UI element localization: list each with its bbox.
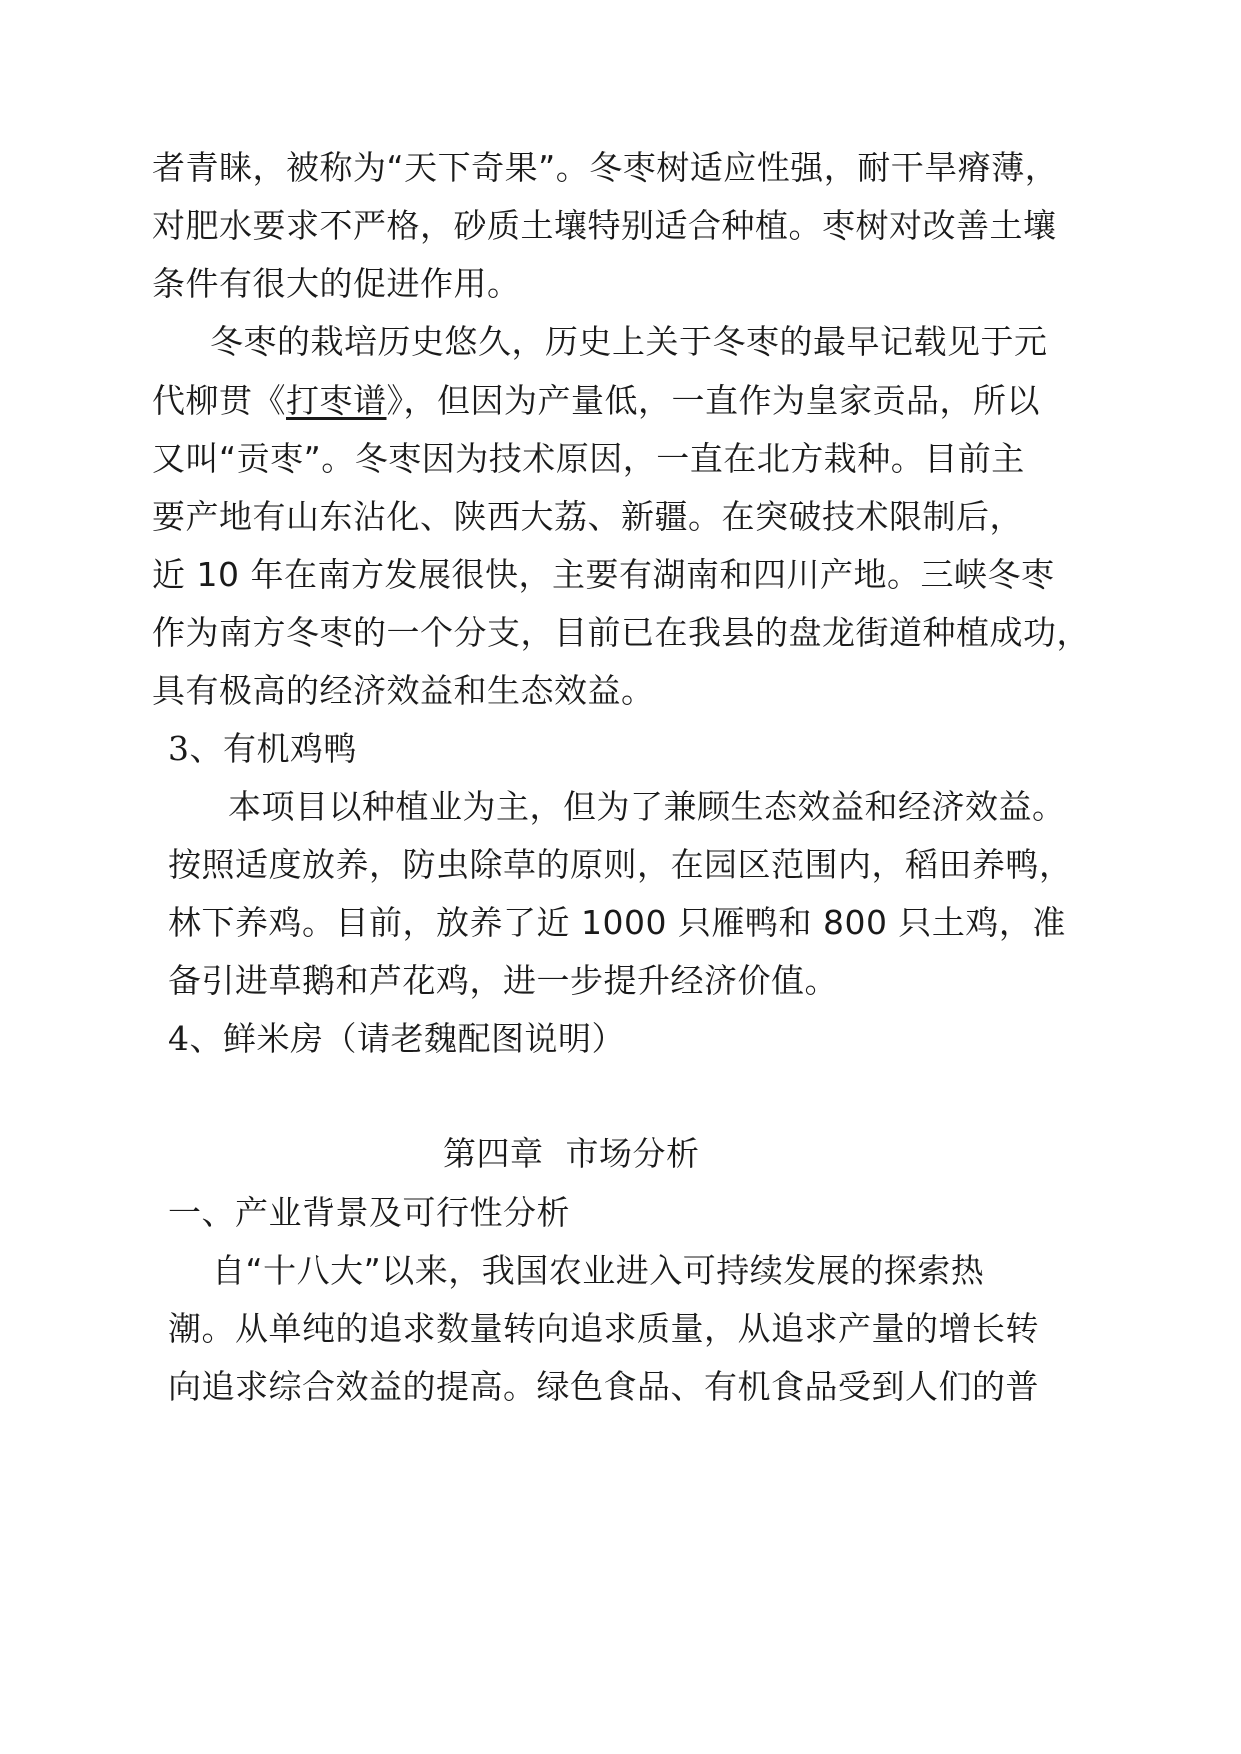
paragraph-line: 向追求综合效益的提高。绿色食品、有机食品受到人们的普 xyxy=(168,1367,1039,1406)
paragraph-line: 对肥水要求不严格，砂质土壤特别适合种植。枣树对改善土壤 xyxy=(152,206,1057,245)
paragraph-line: 本项目以种植业为主，但为了兼顾生态效益和经济效益。 xyxy=(228,787,1066,826)
section-number: 4 xyxy=(168,1019,190,1058)
book-title: 打枣谱 xyxy=(286,381,387,420)
paragraph-line: 作为南方冬枣的一个分支，目前已在我县的盘龙街道种植成功， xyxy=(152,613,1090,652)
paragraph-line xyxy=(152,381,1040,421)
text-segment: 代柳贯《 xyxy=(152,381,286,420)
text-segment: 》，但因为产量低，一直作为皇家贡品，所以 xyxy=(386,381,1040,420)
chapter-title: 第四章 市场分析 xyxy=(443,1134,700,1173)
section-heading xyxy=(168,729,357,769)
section-title: 、鲜米房（请老魏配图说明） xyxy=(189,1019,625,1058)
section-number: 3 xyxy=(168,729,190,768)
paragraph-line: 自“十八大”以来，我国农业进入可持续发展的探索热 xyxy=(212,1251,985,1290)
paragraph-line: 近 10 年在南方发展很快，主要有湖南和四川产地。三峡冬枣 xyxy=(152,555,1055,594)
paragraph-line: 具有极高的经济效益和生态效益。 xyxy=(152,671,655,710)
paragraph-line: 冬枣的栽培历史悠久，历史上关于冬枣的最早记载见于元 xyxy=(210,322,1048,361)
section-heading: 一、产业背景及可行性分析 xyxy=(168,1193,570,1232)
section-heading xyxy=(168,1019,625,1059)
section-title: 、有机鸡鸭 xyxy=(189,729,357,768)
paragraph-line: 林下养鸡。目前，放养了近 1000 只雁鸭和 800 只土鸡，准 xyxy=(168,903,1066,942)
paragraph-line: 又叫“贡枣”。冬枣因为技术原因，一直在北方栽种。目前主 xyxy=(152,439,1025,478)
paragraph-line: 条件有很大的促进作用。 xyxy=(152,264,521,303)
paragraph-line: 备引进草鹅和芦花鸡，进一步提升经济价值。 xyxy=(168,961,838,1000)
paragraph-line: 潮。从单纯的追求数量转向追求质量，从追求产量的增长转 xyxy=(168,1309,1039,1348)
paragraph-line: 要产地有山东沾化、陕西大荔、新疆。在突破技术限制后， xyxy=(152,497,1023,536)
paragraph-line: 者青睐，被称为“天下奇果”。冬枣树适应性强，耐干旱瘠薄， xyxy=(152,148,1059,187)
paragraph-line: 按照适度放养，防虫除草的原则，在园区范围内，稻田养鸭， xyxy=(168,845,1073,884)
